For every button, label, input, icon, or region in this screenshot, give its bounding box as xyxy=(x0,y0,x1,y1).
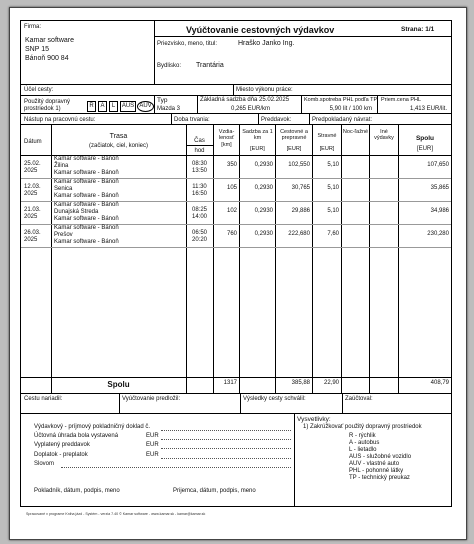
vehicle-option-r: R xyxy=(87,101,96,112)
approved-by-label: Výsledky cesty schválil: xyxy=(243,396,306,402)
firm-label: Firma: xyxy=(24,24,41,30)
row-rate: 0,2930 xyxy=(254,231,273,237)
row-route-start: Kamar software - Bánoň xyxy=(54,156,119,162)
advance-label: Preddavok: xyxy=(261,117,292,123)
row-rate: 0,2930 xyxy=(254,162,273,168)
row-date: 26.03. 2025 xyxy=(24,230,41,243)
row-travel: 222,680 xyxy=(288,231,310,237)
col-other: Iné výdavky xyxy=(374,129,394,142)
row-route-end: Kamar software - Bánoň xyxy=(54,239,119,245)
fuel-price-label: Priem.cena PHL xyxy=(381,97,422,103)
submitted-by-label: Vyúčtovanie predložil: xyxy=(122,396,181,402)
footnote: Spracované v programe Kniha jázd - Systém - verzia 7.40 © Kamar software - www.kamar.sk - kamar@kamar.sk xyxy=(26,512,206,516)
duration-label: Doba trvania: xyxy=(174,117,210,123)
row-time-return: 20:20 xyxy=(191,237,207,243)
row-route-destination: Dunajská Streda xyxy=(54,209,99,215)
col-total-unit: [EUR] xyxy=(416,146,433,152)
row-total: 35,865 xyxy=(430,185,449,191)
row-meals: 7,60 xyxy=(327,231,339,237)
row-time-return: 13:50 xyxy=(191,168,207,174)
vehicle-option-aus: AUS xyxy=(120,101,136,112)
sum-travel: 385,88 xyxy=(291,380,310,386)
workplace-label: Miesto výkonu práce: xyxy=(236,87,293,93)
cashier-signature-label: Pokladník, dátum, podpis, meno xyxy=(34,488,120,494)
row-route-destination: Prešov xyxy=(54,232,73,238)
firm-city: Bánoň 900 84 xyxy=(25,55,69,62)
residence-value: Trantária xyxy=(196,62,224,69)
accounted-by-label: Zaúčtoval: xyxy=(345,396,373,402)
col-rate: Sadzba za 1 km xyxy=(242,129,273,142)
col-route: Trasa xyxy=(109,133,128,140)
row-total: 34,986 xyxy=(430,208,449,214)
row-distance: 350 xyxy=(226,162,237,168)
residence-label: Bydlisko: xyxy=(157,63,182,69)
row-meals: 5,10 xyxy=(327,185,339,191)
vehicle-option-auv-circled: AUV xyxy=(137,101,154,112)
vehicle-label: Použitý dopravný prostriedok 1) xyxy=(24,99,71,112)
row-date: 25.02. 2025 xyxy=(24,161,41,174)
row-route-destination: Senica xyxy=(54,186,73,192)
document-title: Vyúčtovanie cestovných výdavkov xyxy=(186,25,335,35)
consumption-label: Komb.spotreba PHL podľa TP xyxy=(304,97,378,103)
col-meals: Stravné xyxy=(317,133,337,139)
travel-expense-document xyxy=(20,20,452,507)
row-distance: 760 xyxy=(226,231,237,237)
legend-item-tp: TP - technický preukaz xyxy=(349,475,410,481)
purpose-label: Účel cesty: xyxy=(24,87,54,93)
col-night: Noc-ľažné xyxy=(342,129,369,135)
row-total: 107,650 xyxy=(427,162,449,168)
legend-item-auv: AUV - vlastné auto xyxy=(349,461,400,467)
receipt-balance-label: Doplatok - preplatok xyxy=(34,452,88,458)
row-meals: 5,10 xyxy=(327,162,339,168)
col-meals-unit: [EUR] xyxy=(319,146,335,152)
row-date: 21.03. 2025 xyxy=(24,207,41,220)
rate-value: 0,265 EUR/km xyxy=(230,106,270,112)
row-time-depart: 06:50 xyxy=(191,230,207,236)
row-travel: 102,550 xyxy=(288,162,310,168)
row-time-return: 14:00 xyxy=(191,214,207,220)
legend-item-l: L - lietadlo xyxy=(349,447,377,453)
row-route-end: Kamar software - Bánoň xyxy=(54,193,119,199)
row-time-depart: 08:30 xyxy=(191,161,207,167)
receipt-payment-unit: EUR xyxy=(146,433,159,439)
col-route-sub: (začiatok, ciel, koniec) xyxy=(88,143,149,149)
row-total: 230,280 xyxy=(427,231,449,237)
col-hour: hod xyxy=(194,148,205,154)
row-route-end: Kamar software - Bánoň xyxy=(54,170,119,176)
row-route-end: Kamar software - Bánoň xyxy=(54,216,119,222)
vehicle-type-label: Typ xyxy=(157,97,168,104)
legend-item-a: A - autobus xyxy=(349,440,380,446)
sum-meals: 22,90 xyxy=(323,380,339,386)
receipt-doc-label: Výdavkový - príjmový pokladničný doklad č. xyxy=(34,424,151,430)
legend-item-aus: AUS - služobné vozidlo xyxy=(349,454,412,460)
ordered-by-label: Cestu nariadil: xyxy=(24,396,63,402)
row-time-return: 16:50 xyxy=(191,191,207,197)
sum-label: Spolu xyxy=(107,380,130,389)
col-total: Spolu xyxy=(415,135,435,142)
row-time-depart: 08:25 xyxy=(191,207,207,213)
row-time-depart: 11:30 xyxy=(192,184,207,190)
row-route-start: Kamar software - Bánoň xyxy=(54,179,119,185)
receipt-balance-unit: EUR xyxy=(146,452,159,458)
fuel-price-value: 1,413 EUR/lit. xyxy=(409,106,447,112)
row-route-start: Kamar software - Bánoň xyxy=(54,225,119,231)
recipient-signature-label: Prijemca, dátum, podpis, meno xyxy=(173,488,256,494)
vehicle-option-l: L xyxy=(109,101,118,112)
row-rate: 0,2930 xyxy=(254,208,273,214)
legend-intro: 1) Zakrúžkovať použitý dopravný prostriedok xyxy=(303,424,422,430)
legend-title: Vysvetlivky: xyxy=(297,416,331,423)
col-distance: Vzdia-lenosť [km] xyxy=(218,129,235,148)
row-distance: 105 xyxy=(226,185,237,191)
sum-total: 408,79 xyxy=(430,380,449,386)
return-label: Predpokladaný návrat: xyxy=(312,117,373,123)
receipt-payment-label: Účtovná úhrada bola vystavená xyxy=(34,433,119,439)
legend-item-r: R - rýchlik xyxy=(349,433,376,439)
row-distance: 102 xyxy=(226,208,237,214)
row-route-start: Kamar software - Bánoň xyxy=(54,202,119,208)
row-rate: 0,2930 xyxy=(254,185,273,191)
vehicle-type-value: Mazda 3 xyxy=(157,106,181,112)
name-label: Priezvisko, meno, titul: xyxy=(157,41,218,47)
receipt-advance-unit: EUR xyxy=(146,442,159,448)
legend-item-phl: PHL - pohonné látky xyxy=(349,468,404,474)
consumption-value: 5,90 lit / 100 km xyxy=(329,106,372,112)
receipt-words-label: Slovom xyxy=(34,461,55,467)
row-route-destination: Žilina xyxy=(54,163,69,169)
col-time: Čas xyxy=(194,138,205,144)
row-meals: 5,10 xyxy=(327,208,339,214)
col-rate-unit: [EUR] xyxy=(250,146,265,152)
rate-label: Základná sadzba dňa 25.02.2025 xyxy=(200,97,290,103)
firm-name: Kamar software xyxy=(25,37,75,44)
col-travel-unit: [EUR] xyxy=(286,146,302,152)
row-travel: 29,886 xyxy=(291,208,310,214)
start-label: Nástup na pracovnú cestu: xyxy=(24,117,96,123)
firm-street: SNP 15 xyxy=(25,46,49,53)
page-indicator: Strana: 1/1 xyxy=(401,26,435,33)
col-date: Dátum xyxy=(24,139,42,145)
col-travel: Cestovné a prepravné xyxy=(280,129,308,142)
row-date: 12.03. 2025 xyxy=(24,184,41,197)
name-value: Hraško Janko Ing. xyxy=(238,40,295,47)
sum-distance: 1317 xyxy=(223,380,237,386)
receipt-advance-label: Vyplatený preddavok xyxy=(34,442,90,448)
row-travel: 30,765 xyxy=(291,185,310,191)
vehicle-option-a: A xyxy=(98,101,107,112)
